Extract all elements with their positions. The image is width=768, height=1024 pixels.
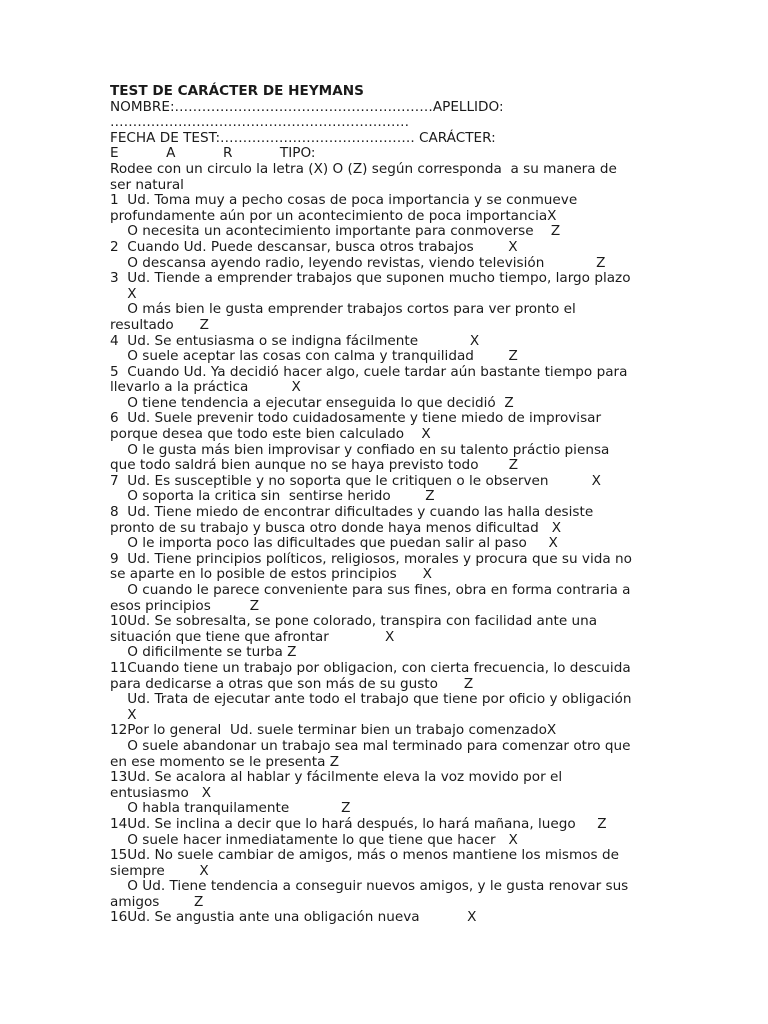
document-line: O le gusta más bien improvisar y confiado en su talento práctio piensa <box>110 441 610 458</box>
document-line: O dificilmente se turba Z <box>110 644 297 661</box>
document-line: O más bien le gusta emprender trabajos cortos para ver pronto el <box>110 301 576 318</box>
document-line: ………………………………………………………… <box>110 114 410 131</box>
document-line: O Ud. Tiene tendencia a conseguir nuevos amigos, y le gusta renovar sus <box>110 878 629 895</box>
document-line: esos principios Z <box>110 597 260 614</box>
document-line: 14Ud. Se inclina a decir que lo hará después, lo hará mañana, luego Z <box>110 815 607 832</box>
document-body <box>110 84 658 926</box>
document-line: O suele abandonar un trabajo sea mal terminado para comenzar otro que <box>110 737 631 754</box>
document-line: 9 Ud. Tiene principios políticos, religiosos, morales y procura que su vida no <box>110 550 632 567</box>
document-line: O habla tranquilamente Z <box>110 800 351 817</box>
document-line: X <box>110 285 137 302</box>
document-line: situación que tiene que afrontar X <box>110 628 395 645</box>
document-line: entusiasmo X <box>110 784 212 801</box>
document-title: TEST DE CARÁCTER DE HEYMANS <box>110 83 364 99</box>
document-line: amigos Z <box>110 893 204 910</box>
document-line: 11Cuando tiene un trabajo por obligacion, con cierta frecuencia, lo descuida <box>110 659 631 676</box>
document-line: pronto de su trabajo y busca otro donde haya menos dificultad X <box>110 519 562 536</box>
document-line: 15Ud. No suele cambiar de amigos, más o menos mantiene los mismos de <box>110 847 619 864</box>
document-line: 3 Ud. Tiende a emprender trabajos que suponen mucho tiempo, largo plazo <box>110 270 631 287</box>
document-line: 2 Cuando Ud. Puede descansar, busca otros trabajos X <box>110 238 518 255</box>
document-line: llevarlo a la práctica X <box>110 379 301 396</box>
document-line: O suele hacer inmediatamente lo que tiene que hacer X <box>110 831 518 848</box>
document-line: porque desea que todo este bien calculado X <box>110 426 431 443</box>
document-line: O cuando le parece conveniente para sus fines, obra en forma contraria a <box>110 582 631 598</box>
document-line: 13Ud. Se acalora al hablar y fácilmente eleva la voz movido por el <box>110 769 563 786</box>
document-line: siempre X <box>110 862 209 879</box>
document-line: O necesita un acontecimiento importante para conmoverse Z <box>110 223 561 240</box>
document-line: 4 Ud. Se entusiasma o se indigna fácilmente X <box>110 332 480 349</box>
document-line: FECHA DE TEST:……………………………………. CARÁCTER: <box>110 129 496 146</box>
document-line: O descansa ayendo radio, leyendo revistas, viendo televisión Z <box>110 254 606 271</box>
document-line: 5 Cuando Ud. Ya decidió hacer algo, cuele tardar aún bastante tiempo para <box>110 363 628 380</box>
document-line: O suele aceptar las cosas con calma y tranquilidad Z <box>110 348 518 365</box>
document-line: 12Por lo general Ud. suele terminar bien un trabajo comenzadoX <box>110 722 557 739</box>
document-line: 10Ud. Se sobresalta, se pone colorado, transpira con facilidad ante una <box>110 613 598 630</box>
document-line: O tiene tendencia a ejecutar enseguida lo que decidió Z <box>110 394 514 411</box>
document-line: E A R TIPO: <box>110 145 316 162</box>
document-line: para dedicarse a otras que son más de su gusto Z <box>110 675 474 692</box>
document-line: Ud. Trata de ejecutar ante todo el trabajo que tiene por oficio y obligación <box>110 691 632 708</box>
document-line: ser natural <box>110 176 184 193</box>
document-line: profundamente aún por un acontecimiento de poca importanciaX <box>110 207 557 224</box>
document-line: 8 Ud. Tiene miedo de encontrar dificultades y cuando las halla desiste <box>110 504 594 521</box>
document-line: 6 Ud. Suele prevenir todo cuidadosamente y tiene miedo de improvisar <box>110 410 602 427</box>
document-lines <box>110 100 658 926</box>
document-line: NOMBRE:…………………………………………………APELLIDO: <box>110 98 504 115</box>
document-line: que todo saldrá bien aunque no se haya previsto todo Z <box>110 457 519 474</box>
document-line: 16Ud. Se angustia ante una obligación nueva X <box>110 909 477 926</box>
document-line: O le importa poco las dificultades que puedan salir al paso X <box>110 535 558 552</box>
document-line: X <box>110 706 137 723</box>
document-line: 1 Ud. Toma muy a pecho cosas de poca importancia y se conmueve <box>110 192 578 209</box>
document-line: se aparte en lo posible de estos principios X <box>110 566 432 583</box>
document-line: en ese momento se le presenta Z <box>110 753 340 770</box>
document-line: O soporta la critica sin sentirse herido Z <box>110 488 435 505</box>
document-line: 7 Ud. Es susceptible y no soporta que le critiquen o le observen X <box>110 472 601 489</box>
document-line: Rodee con un circulo la letra (X) O (Z) según corresponda a su manera de <box>110 160 617 177</box>
document-line: resultado Z <box>110 316 209 333</box>
